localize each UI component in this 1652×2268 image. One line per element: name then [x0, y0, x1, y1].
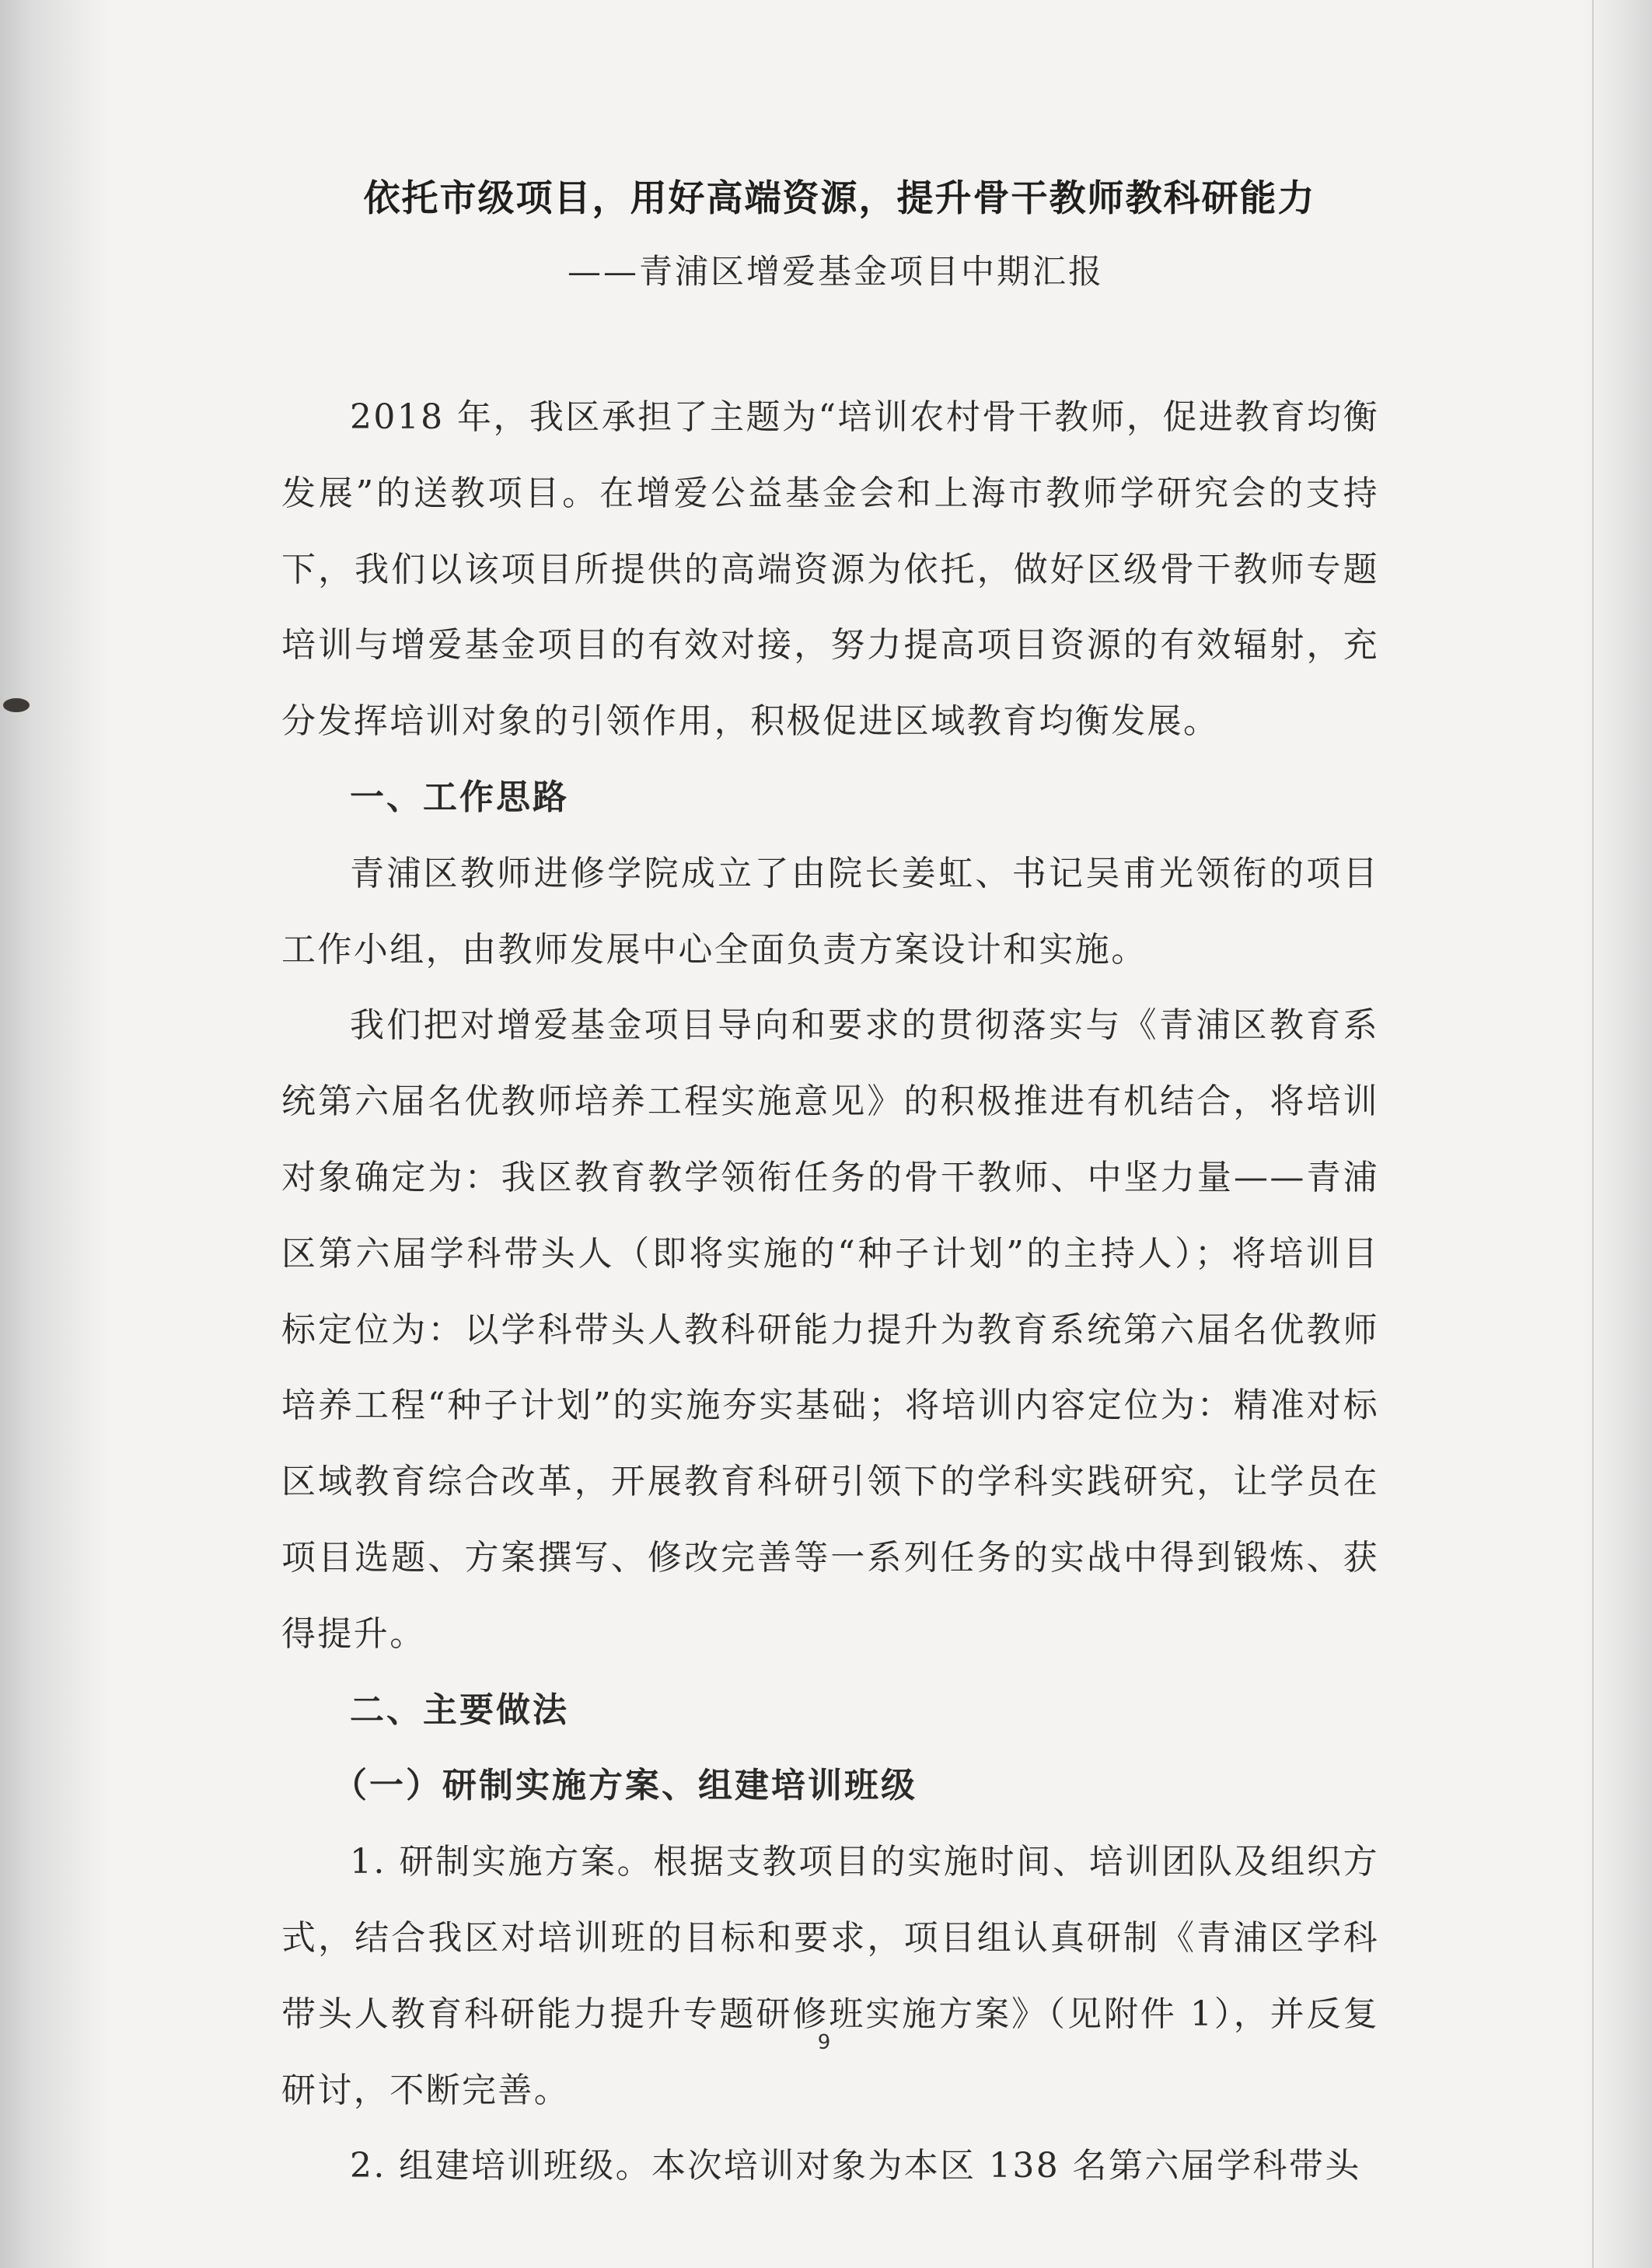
- section1-paragraph-2: 我们把对增爱基金项目导向和要求的贯彻落实与《青浦区教育系统第六届名优教师培养工程实施意见》的积极推进有机结合，将培训对象确定为：我区教育教学领衔任务的骨干教师、中坚力量——青浦区第六届学科带头人（即将实施的“种子计划”的主持人）；将培训目标定位为：以学科带头人教科研能力提升为教育系统第六届名优教师培养工程“种子计划”的实施夯实基础；将培训内容定位为：精准对标区域教育综合改革，开展教育科研引领下的学科实践研究，让学员在项目选题、方案撰写、修改完善等一系列任务的实战中得到锻炼、获得提升。: [281, 1005, 1379, 1654]
- section-heading-main-practices: 二、主要做法: [350, 1690, 569, 1730]
- section1-paragraph-1: 青浦区教师进修学院成立了由院长姜虹、书记吴甫光领衔的项目工作小组，由教师发展中心全面负责方案设计和实施。: [281, 853, 1379, 970]
- section-heading-work-approach: 一、工作思路: [350, 777, 569, 817]
- list-item-1: 1. 研制实施方案。根据支教项目的实施时间、培训团队及组织方式，结合我区对培训班的目标和要求，项目组认真研制《青浦区学科带头人教育科研能力提升专题研修班实施方案》（见附件 1），并反复研讨，不断完善。: [281, 1842, 1379, 2110]
- page-number: 9: [817, 2031, 831, 2054]
- subsection-heading-plan-and-class: （一）研制实施方案、组建培训班级: [333, 1766, 917, 1806]
- document-body: [281, 379, 1379, 2204]
- document-title: 依托市级项目，用好高端资源，提升骨干教师教科研能力: [363, 177, 1316, 220]
- intro-paragraph: 2018 年，我区承担了主题为“培训农村骨干教师，促进教育均衡发展”的送教项目。在增爱公益基金会和上海市教师学研究会的支持下，我们以该项目所提供的高端资源为依托，做好区级骨干教师专题培训与增爱基金项目的有效对接，努力提高项目资源的有效辐射，充分发挥培训对象的引领作用，积极促进区域教育均衡发展。: [281, 397, 1379, 742]
- document-subtitle: ——青浦区增爱基金项目中期汇报: [568, 253, 1104, 292]
- list-item-2: 2. 组建培训班级。本次培训对象为本区 138 名第六届学科带头: [350, 2146, 1361, 2186]
